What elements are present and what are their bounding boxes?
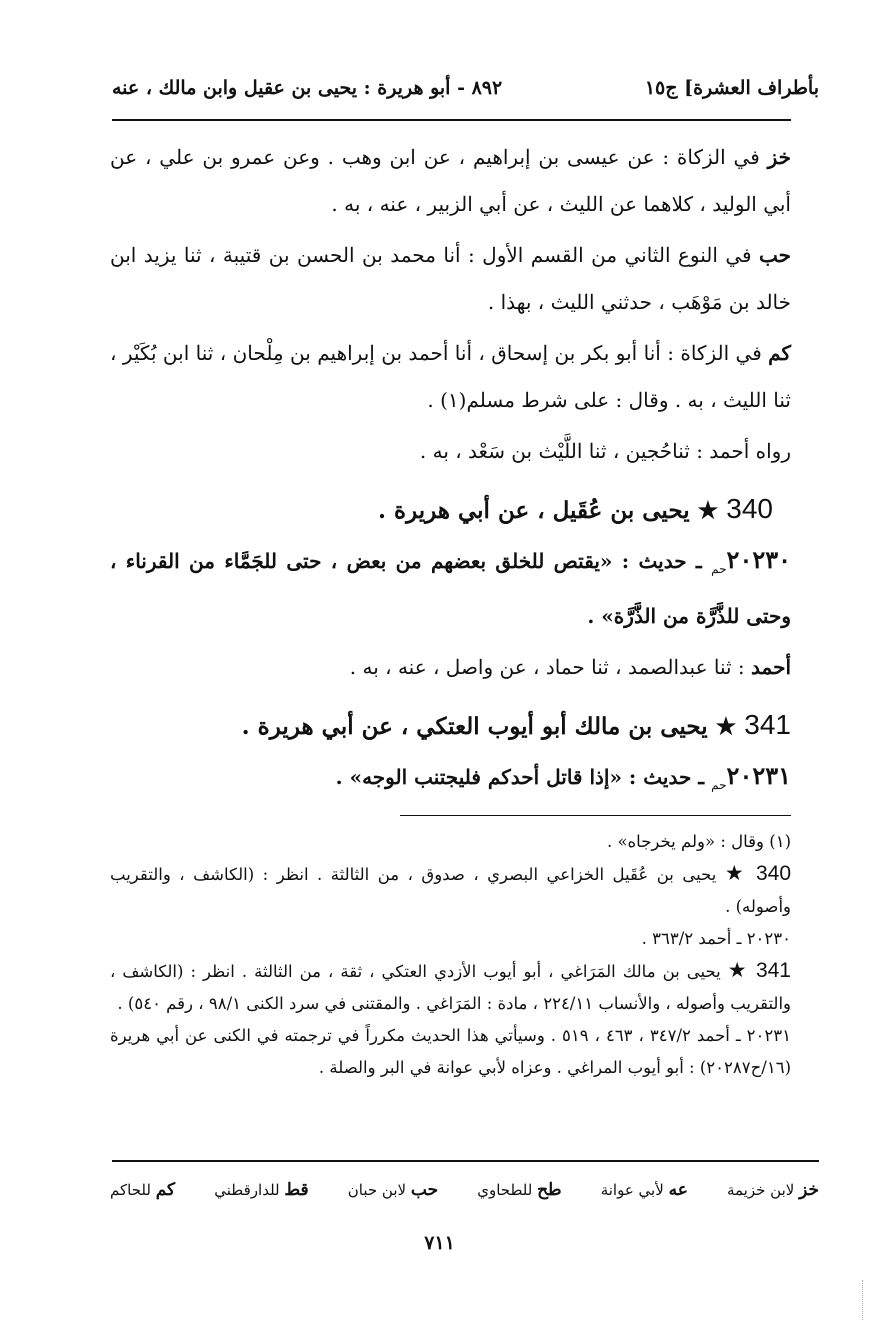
hadith-20231 xyxy=(110,752,791,809)
footnote-340 xyxy=(110,858,791,923)
chain-text: : ثنا عبدالصمد ، ثنا حماد ، عن واصل ، عنه ، به . xyxy=(349,655,752,679)
abbreviations-legend xyxy=(110,1170,819,1210)
source-code: حب xyxy=(758,243,791,267)
hadith-number: ٢٠٢٣٠ xyxy=(726,545,791,574)
hadith-text: «يقتص للخلق بعضهم من بعض ، حتى للجَمَّاء من القرناء ، وحتى للذَّرَّة من الذَّرَّة» . xyxy=(110,549,791,628)
header-book-ref: بأطراف العشرة] ج١٥ xyxy=(644,77,819,99)
footnote-text: ٢٠٢٣٠ ـ أحمد ٣٦٣/٢ . xyxy=(641,929,791,948)
abbr-km: كم للحاكم xyxy=(110,1180,176,1200)
footnote-rule xyxy=(400,815,791,816)
footnote-1 xyxy=(110,826,791,858)
abbr-tah: طح للطحاوي xyxy=(477,1180,562,1200)
paragraph-hibban xyxy=(110,232,791,326)
footnote-text: ٢٠٢٣١ ـ أحمد ٣٤٧/٢ ، ٤٦٣ ، ٥١٩ . وسيأتي هذا الحديث مكرراً في ترجمته في الكنى عن أبي هريرة (١٦/ح٢٠٢٨٧) : أبو أيوب المراغي . وعزاه لأبي عوانة في البر والصلة . xyxy=(110,1026,791,1077)
abbr-khuz: خز لابن خزيمة xyxy=(726,1180,819,1200)
paragraph-hakim xyxy=(110,330,791,424)
footnote-text: يحيى بن عُقَيل الخزاعي البصري ، صدوق ، من الثالثة . انظر : (الكاشف ، والتقريب وأصوله) . xyxy=(110,865,791,916)
header-rule xyxy=(112,119,791,121)
paragraph-text: في الزكاة : عن عيسى بن إبراهيم ، عن ابن وهب . وعن عمرو بن علي ، عن أبي الوليد ، كلاهما عن الليث ، عن أبي الزبير ، عنه ، به . xyxy=(110,145,791,216)
entry-title: يحيى بن عُقَيل ، عن أبي هريرة . xyxy=(378,497,698,524)
page-number: ٧١١ xyxy=(424,1232,455,1254)
main-text xyxy=(110,134,791,809)
paragraph-ahmad-narration xyxy=(110,428,791,475)
footnote-text: (١) وقال : «ولم يخرجاه» . xyxy=(606,832,791,851)
entry-340-heading xyxy=(110,485,791,534)
hadith-20230 xyxy=(110,536,791,640)
paragraph-text: رواه أحمد : ثناحُجين ، ثنا اللَّيْث بن سَعْد ، به . xyxy=(419,439,791,463)
header-section-title: ٨٩٢ - أبو هريرة : يحيى بن عقيل وابن مالك ، عنه xyxy=(112,77,503,99)
star-icon: ★ xyxy=(697,497,719,524)
running-header xyxy=(112,70,819,106)
entry-number: 341 xyxy=(744,709,791,740)
footnote-text: يحيى بن مالك المَرَاغي ، أبو أيوب الأزدي العتكي ، ثقة ، من الثالثة . انظر : (الكاشف ، والتقريب وأصوله ، والأنساب ٢٢٤/١١ ، مادة : المَرَاغي . والمقتنى في سرد الكنى ٩٨/١ ، رقم ٥٤٠) . xyxy=(110,962,791,1013)
footnote-20231 xyxy=(110,1020,791,1084)
entry-341-heading xyxy=(110,701,791,750)
source-code: أحمد xyxy=(751,655,791,679)
entry-title: يحيى بن مالك أبو أيوب العتكي ، عن أبي هريرة . xyxy=(241,713,716,740)
paragraph-text: في الزكاة : أنا أبو بكر بن إسحاق ، أنا أحمد بن إبراهيم بن مِلْحان ، ثنا ابن بُكَيْر ، ثنا الليث ، به . وقال : على شرط مسلم(١) . xyxy=(110,341,791,412)
footnotes xyxy=(110,826,791,1084)
source-tag: حم xyxy=(711,778,727,792)
footnote-341 xyxy=(110,955,791,1020)
source-code: كم xyxy=(768,341,791,365)
abbr-ah: عه لأبي عوانة xyxy=(600,1180,688,1200)
hadith-number: ٢٠٢٣١ xyxy=(726,761,791,790)
footnote-ref: 340 ★ xyxy=(721,862,792,885)
source-code: خز xyxy=(767,145,791,169)
abbr-hib: حب لابن حبان xyxy=(347,1180,439,1200)
abbr-qt: قط للدارقطني xyxy=(214,1180,309,1200)
source-tag: حم xyxy=(711,562,727,576)
paragraph-text: في النوع الثاني من القسم الأول : أنا محمد بن الحسن بن قتيبة ، ثنا يزيد ابن خالد بن مَوْهَب ، حدثني الليث ، بهذا . xyxy=(110,243,791,314)
paragraph-khuz xyxy=(110,134,791,228)
ahmad-chain xyxy=(110,644,791,691)
footnote-ref: 341 ★ xyxy=(725,959,791,982)
star-icon: ★ xyxy=(715,713,737,740)
hadith-text: «إذا قاتل أحدكم فليجتنب الوجه» . xyxy=(335,765,622,789)
hadith-label: ـ حديث : xyxy=(621,765,712,789)
abbreviations-rule xyxy=(112,1160,819,1162)
scan-edge-dots xyxy=(862,1280,867,1320)
footnote-20230 xyxy=(110,923,791,955)
entry-number: 340 xyxy=(726,493,773,524)
hadith-label: ـ حديث : xyxy=(612,549,712,573)
